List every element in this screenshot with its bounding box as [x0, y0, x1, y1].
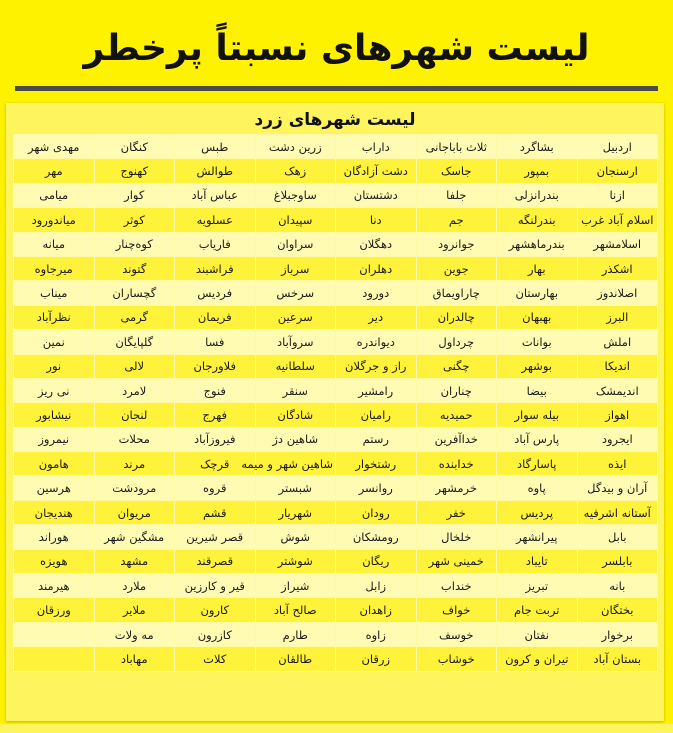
city-cell: قرچک	[175, 452, 256, 476]
city-cell: شاهین دژ	[255, 427, 336, 451]
city-cell: بیضا	[497, 378, 578, 402]
table-row	[14, 232, 658, 256]
city-cell: راز و جرگلان	[336, 354, 417, 378]
city-cell: سلطانیه	[255, 354, 336, 378]
city-cell: جاسک	[416, 159, 497, 183]
city-cell: شبستر	[255, 476, 336, 500]
city-cell: هندیجان	[14, 500, 95, 524]
city-cell: فهرج	[175, 403, 256, 427]
city-cell: ایجرود	[577, 427, 658, 451]
city-cell: چرداول	[416, 330, 497, 354]
city-cell: مهر	[14, 159, 95, 183]
city-cell: فراشبند	[175, 256, 256, 280]
city-cell: کهنوج	[94, 159, 175, 183]
city-cell: ساوجبلاغ	[255, 183, 336, 207]
city-cell: رستم	[336, 427, 417, 451]
city-cell: شوشتر	[255, 549, 336, 573]
city-cell: لالی	[94, 354, 175, 378]
city-cell: بوانات	[497, 330, 578, 354]
city-cell: زهک	[255, 159, 336, 183]
city-cell: اندیکا	[577, 354, 658, 378]
city-cell: میامی	[14, 183, 95, 207]
city-cell: رشتخوار	[336, 452, 417, 476]
table-row	[14, 256, 658, 280]
city-cell: جلفا	[416, 183, 497, 207]
bottom-strip	[0, 724, 673, 733]
city-cell: بهار	[497, 256, 578, 280]
city-cell: سراوان	[255, 232, 336, 256]
city-cell: نظرآباد	[14, 305, 95, 329]
city-cell: فریمان	[175, 305, 256, 329]
city-cell: دنا	[336, 208, 417, 232]
table-row	[14, 208, 658, 232]
city-cell: رومشکان	[336, 525, 417, 549]
city-cell: طالقان	[255, 647, 336, 671]
city-cell: نیشابور	[14, 403, 95, 427]
city-cell: قروه	[175, 476, 256, 500]
city-cell: بندرلنگه	[497, 208, 578, 232]
table-row	[14, 135, 658, 159]
city-cell: بمپور	[497, 159, 578, 183]
city-cell: بانه	[577, 574, 658, 598]
city-cell: خواف	[416, 598, 497, 622]
city-cell: چاراویماق	[416, 281, 497, 305]
city-cell: زابل	[336, 574, 417, 598]
city-cell: بندرماهشهر	[497, 232, 578, 256]
city-cell: زرقان	[336, 647, 417, 671]
city-cell: بشاگرد	[497, 135, 578, 159]
table-row	[14, 378, 658, 402]
city-cell: خوسف	[416, 622, 497, 646]
city-cell: مرودشت	[94, 476, 175, 500]
city-cell: دورود	[336, 281, 417, 305]
city-cell: فردیس	[175, 281, 256, 305]
city-cell: اشکذر	[577, 256, 658, 280]
city-cell: مهاباد	[94, 647, 175, 671]
city-cell: طوالش	[175, 159, 256, 183]
city-cell: خوشاب	[416, 647, 497, 671]
city-cell: تبریز	[497, 574, 578, 598]
city-cell: طبس	[175, 135, 256, 159]
city-cell: زاوه	[336, 622, 417, 646]
city-cell: ثلاث باباجانی	[416, 135, 497, 159]
city-cell: اسلامشهر	[577, 232, 658, 256]
table-row	[14, 647, 658, 671]
city-cell: سپیدان	[255, 208, 336, 232]
cities-table	[13, 134, 658, 672]
city-cell: خدابنده	[416, 452, 497, 476]
city-cell: نفتان	[497, 622, 578, 646]
city-cell: بهارستان	[497, 281, 578, 305]
table-row	[14, 500, 658, 524]
city-cell: برخوار	[577, 622, 658, 646]
city-cell: خداآفرین	[416, 427, 497, 451]
city-cell: ملایر	[94, 598, 175, 622]
city-cell: خلخال	[416, 525, 497, 549]
city-cell: نی ریز	[14, 378, 95, 402]
city-cell: ملارد	[94, 574, 175, 598]
city-cell: بستان آباد	[577, 647, 658, 671]
city-cell: بهبهان	[497, 305, 578, 329]
city-cell: شادگان	[255, 403, 336, 427]
city-cell: قصر شیرین	[175, 525, 256, 549]
city-cell: پاوه	[497, 476, 578, 500]
city-cell: عسلویه	[175, 208, 256, 232]
city-cell: لامرد	[94, 378, 175, 402]
city-cell: چگنی	[416, 354, 497, 378]
city-cell: جوانرود	[416, 232, 497, 256]
city-cell: چالدران	[416, 305, 497, 329]
table-row	[14, 525, 658, 549]
table-row	[14, 403, 658, 427]
city-cell: فسا	[175, 330, 256, 354]
city-cell	[14, 647, 95, 671]
city-cell: سرخس	[255, 281, 336, 305]
city-cell: لنجان	[94, 403, 175, 427]
table-row	[14, 159, 658, 183]
city-cell: دشت آزادگان	[336, 159, 417, 183]
table-row	[14, 598, 658, 622]
city-cell: پارس آباد	[497, 427, 578, 451]
city-cell: مرند	[94, 452, 175, 476]
city-cell: قصرقند	[175, 549, 256, 573]
table-row	[14, 354, 658, 378]
city-cell: زرین دشت	[255, 135, 336, 159]
table-row	[14, 281, 658, 305]
city-cell: ارسنجان	[577, 159, 658, 183]
city-cell: اهواز	[577, 403, 658, 427]
city-cell: خفر	[416, 500, 497, 524]
city-cell: شیراز	[255, 574, 336, 598]
city-cell: شهریار	[255, 500, 336, 524]
city-cell	[14, 622, 95, 646]
city-cell: فنوج	[175, 378, 256, 402]
city-cell: جم	[416, 208, 497, 232]
city-cell: روانسر	[336, 476, 417, 500]
city-cell: سنقر	[255, 378, 336, 402]
city-cell: زاهدان	[336, 598, 417, 622]
city-cell: رامیان	[336, 403, 417, 427]
city-cell: هامون	[14, 452, 95, 476]
city-cell: کوه‌چنار	[94, 232, 175, 256]
city-cell: دشتستان	[336, 183, 417, 207]
city-cell: سروآباد	[255, 330, 336, 354]
table-row	[14, 452, 658, 476]
city-cell: کوار	[94, 183, 175, 207]
city-cell: قیر و کارزین	[175, 574, 256, 598]
page-title: لیست شهرهای نسبتاً پرخطر	[83, 28, 590, 69]
city-cell: سرعین	[255, 305, 336, 329]
city-cell: خمینی شهر	[416, 549, 497, 573]
city-cell: محلات	[94, 427, 175, 451]
city-cell: بیله سوار	[497, 403, 578, 427]
city-cell: داراب	[336, 135, 417, 159]
city-cell: مشهد	[94, 549, 175, 573]
city-cell: عباس آباد	[175, 183, 256, 207]
city-cell: بابل	[577, 525, 658, 549]
city-cell: هیرمند	[14, 574, 95, 598]
city-cell: اسلام آباد غرب	[577, 208, 658, 232]
table-row	[14, 574, 658, 598]
city-cell: بختگان	[577, 598, 658, 622]
city-cell: طارم	[255, 622, 336, 646]
city-cell: املش	[577, 330, 658, 354]
city-cell: تربت جام	[497, 598, 578, 622]
city-cell: دیر	[336, 305, 417, 329]
city-cell: کنگان	[94, 135, 175, 159]
city-cell: سرباز	[255, 256, 336, 280]
city-cell: صالح آباد	[255, 598, 336, 622]
city-cell: آستانه اشرفیه	[577, 500, 658, 524]
city-cell: شوش	[255, 525, 336, 549]
city-cell: گچساران	[94, 281, 175, 305]
city-cell: بابلسر	[577, 549, 658, 573]
city-cell: چناران	[416, 378, 497, 402]
city-cell: نیمروز	[14, 427, 95, 451]
city-cell: کارون	[175, 598, 256, 622]
city-cell: کلات	[175, 647, 256, 671]
city-cell: دیواندره	[336, 330, 417, 354]
city-cell: کازرون	[175, 622, 256, 646]
city-cell: کوثر	[94, 208, 175, 232]
city-cell: دهلران	[336, 256, 417, 280]
city-cell: شاهین شهر و میمه	[255, 452, 336, 476]
title-divider	[15, 86, 658, 91]
table-row	[14, 549, 658, 573]
city-cell: هرسین	[14, 476, 95, 500]
city-cell: بندرانزلی	[497, 183, 578, 207]
cities-panel	[6, 103, 664, 721]
city-cell: رودان	[336, 500, 417, 524]
table-row	[14, 476, 658, 500]
city-cell: فلاورجان	[175, 354, 256, 378]
city-cell: تیران و کرون	[497, 647, 578, 671]
list-subtitle: لیست شهرهای زرد	[254, 110, 416, 130]
city-cell: مه ولات	[94, 622, 175, 646]
city-cell: اصلاندوز	[577, 281, 658, 305]
city-cell: پیرانشهر	[497, 525, 578, 549]
city-cell: آران و بیدگل	[577, 476, 658, 500]
city-cell: اردبیل	[577, 135, 658, 159]
city-cell: مهدی شهر	[14, 135, 95, 159]
city-cell: گلپایگان	[94, 330, 175, 354]
table-row	[14, 427, 658, 451]
city-cell: جوین	[416, 256, 497, 280]
city-cell: دهگلان	[336, 232, 417, 256]
city-cell: پردیس	[497, 500, 578, 524]
table-row	[14, 330, 658, 354]
city-cell: خنداب	[416, 574, 497, 598]
city-cell: نمین	[14, 330, 95, 354]
city-cell: ورزقان	[14, 598, 95, 622]
city-cell: قشم	[175, 500, 256, 524]
city-cell: رامشیر	[336, 378, 417, 402]
city-cell: مشگین شهر	[94, 525, 175, 549]
city-cell: میاندورود	[14, 208, 95, 232]
city-cell: البرز	[577, 305, 658, 329]
city-cell: هویزه	[14, 549, 95, 573]
city-cell: گتوند	[94, 256, 175, 280]
table-row	[14, 183, 658, 207]
city-cell: خرمشهر	[416, 476, 497, 500]
city-cell: گرمی	[94, 305, 175, 329]
city-cell: میانه	[14, 232, 95, 256]
city-cell: ایذه	[577, 452, 658, 476]
city-cell: نور	[14, 354, 95, 378]
city-cell: اندیمشک	[577, 378, 658, 402]
city-cell: فاریاب	[175, 232, 256, 256]
city-cell: تایباد	[497, 549, 578, 573]
city-cell: ریگان	[336, 549, 417, 573]
table-row	[14, 622, 658, 646]
city-cell: بوشهر	[497, 354, 578, 378]
city-cell: فیروزآباد	[175, 427, 256, 451]
city-cell: مریوان	[94, 500, 175, 524]
city-cell: پاسارگاد	[497, 452, 578, 476]
city-cell: ازنا	[577, 183, 658, 207]
city-cell: میرجاوه	[14, 256, 95, 280]
city-cell: میناب	[14, 281, 95, 305]
table-row	[14, 305, 658, 329]
city-cell: حمیدیه	[416, 403, 497, 427]
city-cell: هوراند	[14, 525, 95, 549]
